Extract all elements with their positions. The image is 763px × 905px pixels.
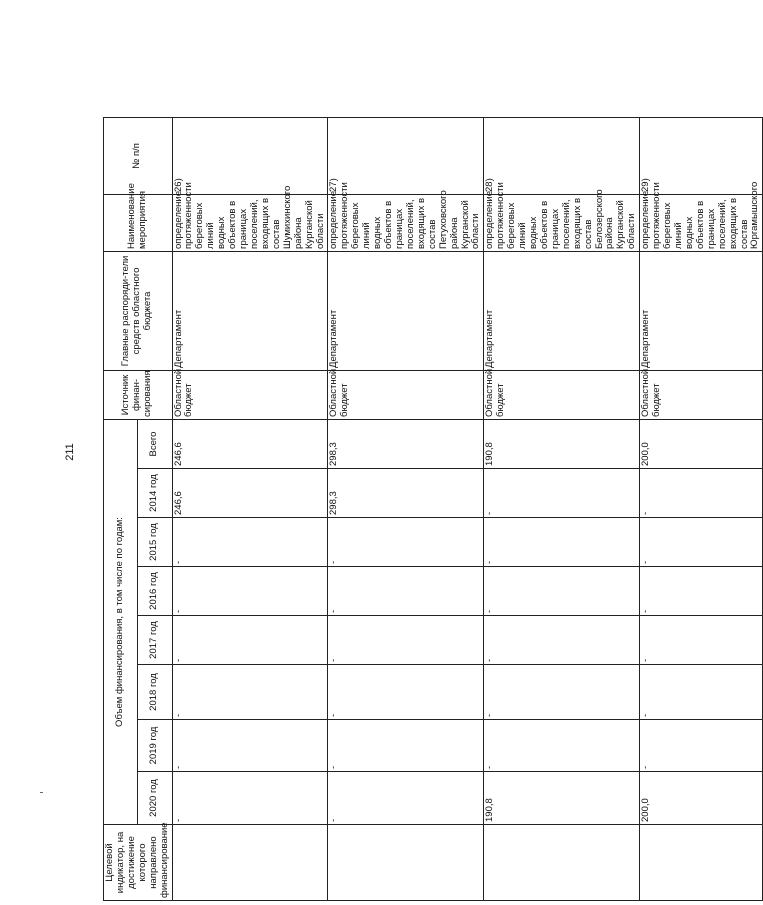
indicator-cell <box>484 825 640 901</box>
header-year-2018: 2018 год <box>138 665 172 720</box>
row-number-cell: 27) <box>328 117 484 194</box>
year-value-cell: 246,6 <box>172 469 328 518</box>
year-value-cell: - <box>328 665 484 720</box>
header-year-2016: 2016 год <box>138 567 172 616</box>
table-row <box>484 17 640 900</box>
year-value-cell: - <box>640 567 763 616</box>
measure-name-cell: определение протяженности береговых линий водных объектов в границах поселений, входящих в состав Юргамышского <box>640 194 763 251</box>
row-number-cell: 28) <box>484 117 640 194</box>
manager-cell: Департамент <box>484 251 640 370</box>
year-value-cell: - <box>484 665 640 720</box>
year-value-cell: - <box>328 518 484 567</box>
measure-name-cell: определение протяженности береговых линий водных объектов в границах поселений, входящих в состав Белозерского района Курганской области <box>484 194 640 251</box>
source-cell: Областной бюджет <box>172 370 328 419</box>
year-value-cell: - <box>484 469 640 518</box>
total-cell: 190,8 <box>484 419 640 468</box>
manager-cell: Департамент <box>640 251 763 370</box>
source-cell: Областной бюджет <box>640 370 763 419</box>
indicator-cell <box>328 825 484 901</box>
year-value-cell: 190,8 <box>484 772 640 825</box>
total-cell: 246,6 <box>172 419 328 468</box>
indicator-cell <box>172 825 328 901</box>
measure-name-cell: определение протяженности береговых линий водных объектов в границах поселений, входящих в состав Петуховского района Курганской области <box>328 194 484 251</box>
year-value-cell: - <box>172 616 328 665</box>
header-year-2014: 2014 год <box>138 469 172 518</box>
measure-name-cell: определение протяженности береговых линий водных объектов в границах поселений, входящих в состав Шумихинского района Курганской области <box>172 194 328 251</box>
year-value-cell: - <box>484 567 640 616</box>
header-funding-group: Объем финансирования, в том числе по годам: <box>104 419 138 824</box>
header-year-2015: 2015 год <box>138 518 172 567</box>
header-name: Наименование мероприятия <box>104 194 173 251</box>
table-row <box>172 17 328 900</box>
year-value-cell: 298,3 <box>328 469 484 518</box>
year-value-cell: 200,0 <box>640 772 763 825</box>
year-value-cell: - <box>640 518 763 567</box>
funding-table <box>103 17 763 901</box>
year-value-cell: - <box>172 665 328 720</box>
header-year-2017: 2017 год <box>138 616 172 665</box>
year-value-cell: - <box>172 567 328 616</box>
indicator-cell <box>640 825 763 901</box>
table-row <box>328 17 484 900</box>
header-source: Источник финан-сирования <box>104 370 173 419</box>
year-value-cell: - <box>328 772 484 825</box>
scan-mark <box>40 792 43 793</box>
row-number-cell: 29) <box>640 117 763 194</box>
year-value-cell: - <box>640 616 763 665</box>
header-manager: Главные распоряди-тели средств областного бюджета <box>104 251 173 370</box>
manager-cell: Департамент <box>328 251 484 370</box>
year-value-cell: - <box>328 720 484 772</box>
header-total: Всего <box>138 419 172 468</box>
year-value-cell: - <box>640 720 763 772</box>
year-value-cell: - <box>640 665 763 720</box>
header-row-1 <box>104 17 138 900</box>
year-value-cell: - <box>328 567 484 616</box>
row-number-cell: 26) <box>172 117 328 194</box>
header-year-2019: 2019 год <box>138 720 172 772</box>
header-year-2020: 2020 год <box>138 772 172 825</box>
year-value-cell: - <box>172 772 328 825</box>
header-num: № п/п <box>104 117 173 194</box>
rotated-table-frame <box>103 68 761 901</box>
year-value-cell: - <box>328 616 484 665</box>
year-value-cell: - <box>484 518 640 567</box>
source-cell: Областной бюджет <box>484 370 640 419</box>
total-cell: 200,0 <box>640 419 763 468</box>
total-cell: 298,3 <box>328 419 484 468</box>
manager-cell: Департамент <box>172 251 328 370</box>
page-number: 211 <box>64 443 76 461</box>
year-value-cell: - <box>484 720 640 772</box>
source-cell: Областной бюджет <box>328 370 484 419</box>
year-value-cell: - <box>172 720 328 772</box>
year-value-cell: - <box>640 469 763 518</box>
year-value-cell: - <box>484 616 640 665</box>
table-row <box>640 17 763 900</box>
header-indicator: Целевой индикатор, на достижение которого направлено финансирование <box>104 825 173 901</box>
year-value-cell: - <box>172 518 328 567</box>
